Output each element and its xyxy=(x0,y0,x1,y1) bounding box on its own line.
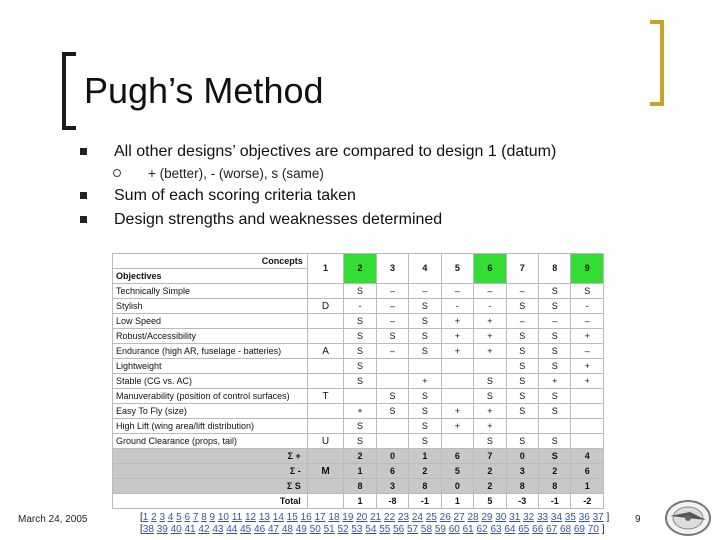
score-cell xyxy=(539,419,571,434)
page-link[interactable]: 13 xyxy=(258,512,270,523)
score-cell: + xyxy=(409,374,441,389)
sum-value-cell: 1 xyxy=(571,479,604,494)
page-link[interactable]: 4 xyxy=(167,512,174,523)
score-cell: – xyxy=(376,344,408,359)
datum-cell xyxy=(307,314,344,329)
pager-bracket: [ xyxy=(140,512,143,523)
score-cell: S xyxy=(376,329,408,344)
sum-value-cell: 8 xyxy=(506,479,538,494)
score-cell: S xyxy=(539,329,571,344)
concepts-label: Concepts xyxy=(113,254,308,269)
concept-number-cell: 4 xyxy=(409,254,441,284)
page-link[interactable]: 57 xyxy=(407,524,419,535)
score-cell: S xyxy=(539,284,571,299)
datum-cell xyxy=(307,494,344,509)
score-cell xyxy=(571,434,604,449)
page-link[interactable]: 22 xyxy=(384,512,396,523)
page-link[interactable]: 34 xyxy=(550,512,563,523)
score-cell: S xyxy=(344,314,376,329)
score-cell: + xyxy=(474,404,506,419)
page-link[interactable]: 68 xyxy=(559,524,572,535)
score-cell xyxy=(441,389,473,404)
table-row xyxy=(113,359,604,374)
sum-value-cell: 8 xyxy=(539,479,571,494)
page-link[interactable]: 54 xyxy=(365,524,377,535)
page-link[interactable]: 49 xyxy=(295,524,307,535)
score-cell: + xyxy=(344,404,376,419)
datum-cell xyxy=(307,374,344,389)
score-cell xyxy=(474,359,506,374)
page-link[interactable]: 11 xyxy=(231,512,243,523)
objective-label: Endurance (high AR, fuselage - batteries) xyxy=(113,344,308,359)
score-cell: - xyxy=(571,299,604,314)
datum-cell xyxy=(307,449,344,464)
sum-value-cell: S xyxy=(539,449,571,464)
page-link[interactable]: 7 xyxy=(192,512,199,523)
page-link[interactable]: 47 xyxy=(267,524,280,535)
sum-row xyxy=(113,464,604,479)
score-cell: + xyxy=(441,329,473,344)
sum-value-cell: -8 xyxy=(376,494,408,509)
objective-label: Ground Clearance (props, tail) xyxy=(113,434,308,449)
page-link[interactable]: 63 xyxy=(490,524,502,535)
score-cell: S xyxy=(474,389,506,404)
score-cell xyxy=(571,404,604,419)
page-link[interactable]: 26 xyxy=(439,512,451,523)
score-cell xyxy=(376,419,408,434)
datum-cell xyxy=(307,359,344,374)
score-cell: + xyxy=(539,374,571,389)
score-cell: S xyxy=(506,299,538,314)
table-row xyxy=(113,434,604,449)
page-link[interactable]: 45 xyxy=(240,524,252,535)
score-cell: + xyxy=(441,419,473,434)
score-cell: S xyxy=(474,434,506,449)
table-row xyxy=(113,374,604,389)
page-link[interactable]: 52 xyxy=(337,524,349,535)
page-link[interactable]: 32 xyxy=(523,512,535,523)
score-cell xyxy=(344,389,376,404)
concept-number-cell: 3 xyxy=(376,254,408,284)
title-bracket-right xyxy=(650,20,664,106)
score-cell: – xyxy=(571,314,604,329)
score-cell: S xyxy=(376,404,408,419)
bullet-text: Design strengths and weaknesses determined xyxy=(114,211,443,228)
score-cell: S xyxy=(409,314,441,329)
score-cell: + xyxy=(474,419,506,434)
bullet-item xyxy=(80,208,680,232)
sum-value-cell: 8 xyxy=(409,479,441,494)
sum-value-cell: 0 xyxy=(441,479,473,494)
sum-value-cell: 6 xyxy=(571,464,604,479)
sum-value-cell: 8 xyxy=(344,479,376,494)
page-link[interactable]: 51 xyxy=(323,524,335,535)
sum-value-cell: 6 xyxy=(376,464,408,479)
page-link[interactable]: 61 xyxy=(462,524,474,535)
sum-value-cell: 2 xyxy=(344,449,376,464)
score-cell: S xyxy=(506,389,538,404)
page-link[interactable]: 18 xyxy=(328,512,340,523)
pager-line xyxy=(140,512,610,524)
score-cell: + xyxy=(474,329,506,344)
table-row xyxy=(113,299,604,314)
page-link[interactable]: 46 xyxy=(254,524,266,535)
score-cell xyxy=(441,359,473,374)
objective-label: Stylish xyxy=(113,299,308,314)
page-link[interactable]: 1 xyxy=(142,512,149,523)
datum-cell xyxy=(307,404,344,419)
score-cell: + xyxy=(474,344,506,359)
page-link[interactable]: 5 xyxy=(176,512,182,523)
objective-label: Robust/Accessibility xyxy=(113,329,308,344)
score-cell: S xyxy=(539,434,571,449)
circle-bullet-icon xyxy=(113,169,121,177)
score-cell: - xyxy=(344,299,376,314)
page-link[interactable]: 40 xyxy=(170,524,182,535)
score-cell: - xyxy=(441,299,473,314)
sum-value-cell: 3 xyxy=(376,479,408,494)
score-cell xyxy=(376,374,408,389)
objective-label: Lightweight xyxy=(113,359,308,374)
sum-label: Σ S xyxy=(113,479,308,494)
sum-value-cell: 1 xyxy=(344,494,376,509)
datum-cell xyxy=(307,284,344,299)
table-row xyxy=(113,389,604,404)
score-cell: – xyxy=(506,314,538,329)
score-cell: S xyxy=(539,299,571,314)
score-cell: – xyxy=(441,284,473,299)
score-cell: – xyxy=(506,284,538,299)
sum-value-cell: 0 xyxy=(506,449,538,464)
sum-value-cell: 3 xyxy=(506,464,538,479)
page-link[interactable]: 19 xyxy=(342,512,354,523)
sum-value-cell: 2 xyxy=(409,464,441,479)
bullet-item xyxy=(80,184,680,208)
score-cell: S xyxy=(409,419,441,434)
sum-value-cell: -1 xyxy=(539,494,571,509)
score-cell xyxy=(571,389,604,404)
page-link[interactable]: 8 xyxy=(201,512,207,523)
page-link[interactable]: 33 xyxy=(536,512,549,523)
page-link[interactable]: 35 xyxy=(564,512,576,523)
page-link[interactable]: 48 xyxy=(281,524,293,535)
concept-number-cell: 6 xyxy=(474,254,506,284)
sum-value-cell: 2 xyxy=(474,479,506,494)
page-link[interactable]: 14 xyxy=(272,512,284,523)
score-cell: + xyxy=(441,404,473,419)
score-cell xyxy=(571,419,604,434)
score-cell: S xyxy=(344,329,376,344)
bullet-text: Sum of each scoring criteria taken xyxy=(114,187,356,204)
page-number: 9 xyxy=(635,514,641,525)
score-cell: S xyxy=(344,284,376,299)
slide-title: Pugh’s Method xyxy=(84,70,324,111)
page-link[interactable]: 38 xyxy=(142,524,154,535)
score-cell: S xyxy=(409,389,441,404)
sum-value-cell: 1 xyxy=(441,494,473,509)
pager-bracket: ] xyxy=(606,512,610,523)
page-link[interactable]: 41 xyxy=(184,524,196,535)
matrix-header-row xyxy=(113,254,604,269)
sum-value-cell: 7 xyxy=(474,449,506,464)
objectives-label: Objectives xyxy=(113,269,308,284)
page-link[interactable]: 20 xyxy=(356,512,368,523)
pugh-matrix-table xyxy=(112,253,604,509)
score-cell: S xyxy=(409,344,441,359)
sum-value-cell: 5 xyxy=(441,464,473,479)
page-link[interactable]: 2 xyxy=(151,512,157,523)
datum-cell xyxy=(307,329,344,344)
page-link[interactable]: 30 xyxy=(495,512,507,523)
objective-label: Stable (CG vs. AC) xyxy=(113,374,308,389)
page-link[interactable]: 70 xyxy=(587,524,599,535)
score-cell xyxy=(376,434,408,449)
page-link[interactable]: 9 xyxy=(209,512,216,523)
score-cell: S xyxy=(474,374,506,389)
datum-cell: T xyxy=(307,389,344,404)
score-cell: S xyxy=(506,329,538,344)
score-cell: S xyxy=(344,434,376,449)
page-link[interactable]: 3 xyxy=(159,512,166,523)
page-link[interactable]: 24 xyxy=(411,512,423,523)
score-cell: S xyxy=(506,434,538,449)
sum-label: Σ - xyxy=(113,464,308,479)
page-link[interactable]: 10 xyxy=(217,512,229,523)
page-link[interactable]: 43 xyxy=(212,524,224,535)
objective-label: Low Speed xyxy=(113,314,308,329)
score-cell: S xyxy=(376,389,408,404)
bullet-text: All other designs’ objectives are compared to design 1 (datum) xyxy=(114,143,557,160)
bullet-item xyxy=(80,140,680,164)
sum-row xyxy=(113,449,604,464)
score-cell: S xyxy=(409,329,441,344)
page-link[interactable]: 39 xyxy=(156,524,168,535)
score-cell: S xyxy=(539,344,571,359)
score-cell: S xyxy=(409,404,441,419)
score-cell: S xyxy=(539,389,571,404)
sum-value-cell: 6 xyxy=(441,449,473,464)
sum-value-cell: 4 xyxy=(571,449,604,464)
page-link[interactable]: 42 xyxy=(198,524,210,535)
score-cell: S xyxy=(506,374,538,389)
score-cell: - xyxy=(474,299,506,314)
page-link[interactable]: 44 xyxy=(226,524,238,535)
concept-number-cell: 2 xyxy=(344,254,376,284)
score-cell: S xyxy=(539,404,571,419)
title-bracket-left xyxy=(62,52,76,130)
table-row xyxy=(113,284,604,299)
page-link[interactable]: 27 xyxy=(453,512,465,523)
page-link[interactable]: 58 xyxy=(420,524,433,535)
concept-number-cell: 8 xyxy=(539,254,571,284)
concept-number-cell: 9 xyxy=(571,254,604,284)
concept-number-cell: 1 xyxy=(307,254,344,284)
score-cell: S xyxy=(344,344,376,359)
pager-line xyxy=(140,524,610,536)
page-link[interactable]: 50 xyxy=(309,524,321,535)
sum-row xyxy=(113,479,604,494)
objective-label: Technically Simple xyxy=(113,284,308,299)
score-cell: S xyxy=(506,359,538,374)
page-link[interactable]: 25 xyxy=(425,512,437,523)
datum-cell: M xyxy=(307,464,344,479)
slide-date: March 24, 2005 xyxy=(18,514,88,525)
concept-number-cell: 7 xyxy=(506,254,538,284)
sub-bullet-text: + (better), - (worse), s (same) xyxy=(148,166,324,181)
datum-cell: A xyxy=(307,344,344,359)
table-row xyxy=(113,419,604,434)
score-cell: + xyxy=(441,314,473,329)
score-cell: S xyxy=(344,374,376,389)
sum-value-cell: 2 xyxy=(539,464,571,479)
table-row xyxy=(113,344,604,359)
score-cell: – xyxy=(409,284,441,299)
page-link[interactable]: 17 xyxy=(314,512,326,523)
page-link[interactable]: 65 xyxy=(518,524,530,535)
score-cell xyxy=(441,434,473,449)
score-cell: – xyxy=(376,284,408,299)
score-cell xyxy=(409,359,441,374)
datum-cell: U xyxy=(307,434,344,449)
page-link[interactable]: 64 xyxy=(504,524,516,535)
page-link[interactable]: 15 xyxy=(286,512,298,523)
page-link[interactable]: 21 xyxy=(370,512,382,523)
page-link[interactable]: 36 xyxy=(578,512,590,523)
score-cell xyxy=(506,419,538,434)
score-cell: S xyxy=(506,404,538,419)
score-cell: – xyxy=(474,284,506,299)
score-cell: S xyxy=(506,344,538,359)
datum-cell xyxy=(307,479,344,494)
score-cell: – xyxy=(539,314,571,329)
objective-label: Manuverability (position of control surfaces) xyxy=(113,389,308,404)
score-cell: S xyxy=(344,359,376,374)
score-cell: – xyxy=(376,299,408,314)
score-cell: + xyxy=(441,344,473,359)
score-cell: S xyxy=(571,284,604,299)
score-cell: + xyxy=(571,359,604,374)
page-link[interactable]: 62 xyxy=(476,524,488,535)
slide-pager xyxy=(140,512,610,536)
table-row xyxy=(113,404,604,419)
sum-value-cell: -1 xyxy=(409,494,441,509)
page-link[interactable]: 59 xyxy=(434,524,446,535)
bullet-list xyxy=(80,140,680,232)
organization-seal-icon xyxy=(660,494,716,540)
sum-label: Total xyxy=(113,494,308,509)
page-link[interactable]: 16 xyxy=(300,512,312,523)
page-link[interactable]: 66 xyxy=(532,524,544,535)
sum-value-cell: 0 xyxy=(376,449,408,464)
score-cell: + xyxy=(474,314,506,329)
sum-value-cell: 5 xyxy=(474,494,506,509)
datum-cell: D xyxy=(307,299,344,314)
objective-label: High Lift (wing area/lift distribution) xyxy=(113,419,308,434)
sum-value-cell: -3 xyxy=(506,494,538,509)
sum-value-cell: -2 xyxy=(571,494,604,509)
sub-bullet-item xyxy=(80,164,680,184)
table-row xyxy=(113,329,604,344)
score-cell: S xyxy=(409,434,441,449)
page-link[interactable]: 67 xyxy=(546,524,558,535)
page-link[interactable]: 69 xyxy=(573,524,585,535)
score-cell: + xyxy=(571,374,604,389)
sum-value-cell: 2 xyxy=(474,464,506,479)
page-link[interactable]: 55 xyxy=(379,524,391,535)
page-link[interactable]: 37 xyxy=(592,512,604,523)
sum-value-cell: 1 xyxy=(344,464,376,479)
objective-label: Easy To Fly (size) xyxy=(113,404,308,419)
score-cell xyxy=(441,374,473,389)
sum-label: Σ + xyxy=(113,449,308,464)
concept-number-cell: 5 xyxy=(441,254,473,284)
page-link[interactable]: 53 xyxy=(351,524,363,535)
page-link[interactable]: 29 xyxy=(481,512,493,523)
score-cell: + xyxy=(571,329,604,344)
score-cell: S xyxy=(344,419,376,434)
score-cell: S xyxy=(539,359,571,374)
score-cell xyxy=(376,359,408,374)
page-link[interactable]: 56 xyxy=(393,524,405,535)
square-bullet-icon xyxy=(80,148,87,155)
page-link[interactable]: 31 xyxy=(509,512,521,523)
page-link[interactable]: 6 xyxy=(184,512,191,523)
score-cell: S xyxy=(409,299,441,314)
score-cell: – xyxy=(376,314,408,329)
square-bullet-icon xyxy=(80,192,87,199)
score-cell: – xyxy=(571,344,604,359)
pager-bracket: ] xyxy=(601,524,605,535)
page-link[interactable]: 60 xyxy=(448,524,460,535)
page-link[interactable]: 23 xyxy=(397,512,410,523)
table-row xyxy=(113,314,604,329)
sum-value-cell: 1 xyxy=(409,449,441,464)
total-row xyxy=(113,494,604,509)
pager-bracket: [ xyxy=(140,524,143,535)
square-bullet-icon xyxy=(80,216,87,223)
page-link[interactable]: 28 xyxy=(467,512,479,523)
page-link[interactable]: 12 xyxy=(244,512,257,523)
datum-cell xyxy=(307,419,344,434)
